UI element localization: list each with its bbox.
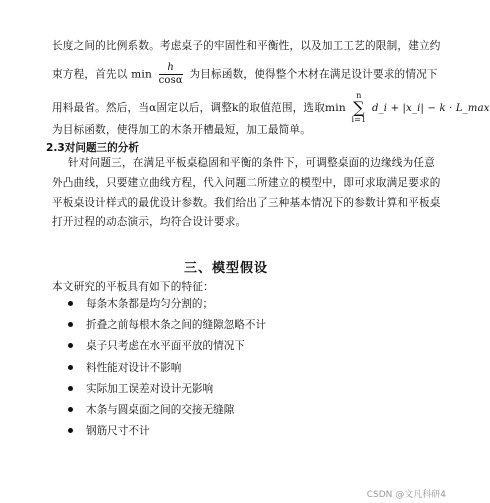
paragraph1-line4: 为目标函数，使得加工的木条开槽最短，加工最简单。 — [52, 124, 312, 136]
section-2-3-title: 2.3对问题三的分析 — [46, 142, 139, 154]
fraction-numerator: h — [159, 62, 183, 75]
line2-post: 为目标函数，使得整个木材在满足设计要求的情况下 — [189, 68, 438, 81]
section-3-heading: 三、模型假设 — [183, 261, 268, 276]
bullet-icon — [68, 386, 73, 391]
list-item-text: 料性能对设计不影响 — [86, 361, 182, 374]
sum-expression: d_i + |x_i| − k · L_max — [372, 103, 490, 114]
section-2-3-line4: 打开过程的动态演示，均符合设计要求。 — [52, 216, 247, 228]
section-3-intro: 本文研究的平板具有如下的特征： — [52, 281, 214, 293]
list-item-text: 木条与圆桌面之间的交接无缝隙 — [86, 403, 235, 416]
bullet-icon — [68, 322, 73, 327]
summation-formula — [351, 92, 366, 124]
section-2-3-line1: 针对问题三，在满足平板桌稳固和平衡的条件下，可调整桌面的边缘线为任意 — [68, 157, 435, 169]
paragraph1-line2 — [52, 62, 438, 87]
list-item-text: 每条木条都是均匀分割的； — [86, 298, 214, 310]
bullet-icon — [68, 301, 73, 306]
list-item-text: 实际加工误差对设计无影响 — [86, 382, 214, 395]
watermark: CSDN @文凡科研4 — [366, 490, 446, 500]
bullet-icon — [68, 407, 73, 412]
bullet-icon — [68, 365, 73, 370]
line2-pre: 束方程，首先以 min — [52, 68, 152, 81]
sigma-icon: ∑ — [353, 98, 365, 117]
list-item-text: 桌子只考虑在水平面平放的情况下 — [86, 340, 245, 353]
line3-pre: 用料最省。然后，当α固定以后，调整k的取值范围，选取min — [52, 102, 346, 114]
section-2-3-line2: 外凸曲线，只要建立曲线方程，代入问题二所建立的模型中，即可求取满足要求的 — [52, 177, 441, 189]
fraction-formula — [159, 62, 183, 87]
list-item-text: 折叠之前每根木条之间的缝隙忽略不计 — [86, 319, 267, 332]
paragraph1-line1: 长度之间的比例系数。考虑桌子的牢固性和平衡性，以及加工工艺的限制，建立约 — [52, 40, 441, 52]
paragraph1-line3 — [52, 92, 490, 124]
list-item-text: 钢筋尺寸不计 — [86, 425, 150, 438]
section-2-3-line3: 平板桌设计样式的最优设计参数。我们给出了三种基本情况下的参数计算和平板桌 — [52, 197, 441, 209]
bullet-icon — [68, 428, 73, 433]
sum-upper-limit: n — [356, 91, 362, 100]
fraction-denominator: cosα — [158, 75, 183, 86]
bullet-icon — [68, 343, 73, 348]
sum-lower-limit: i=1 — [351, 115, 367, 124]
